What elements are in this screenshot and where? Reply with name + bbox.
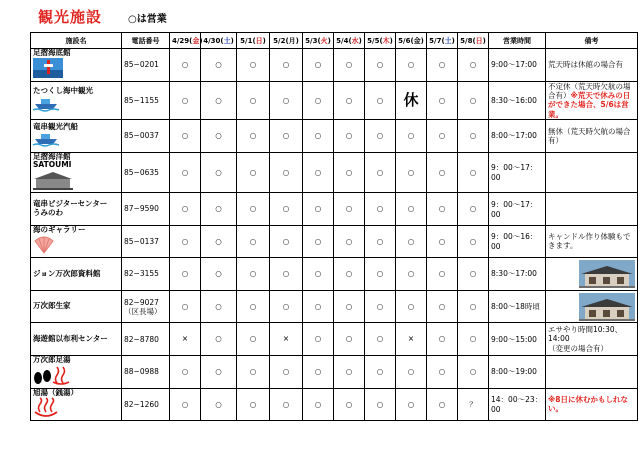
status-mark: ○ bbox=[237, 388, 270, 421]
status-mark: ○ bbox=[396, 258, 427, 291]
status-mark: ○ bbox=[237, 120, 270, 153]
status-mark: ○ bbox=[458, 290, 489, 323]
status-mark: ○ bbox=[303, 192, 334, 225]
facility-name-cell bbox=[31, 258, 122, 291]
facility-note-cell bbox=[546, 258, 638, 291]
status-mark: ○ bbox=[270, 355, 303, 388]
status-mark: ○ bbox=[365, 355, 396, 388]
facility-phone: 85−0137 bbox=[122, 225, 170, 258]
header-date: 5/5(木) bbox=[365, 33, 396, 49]
header-date: 5/7(土) bbox=[427, 33, 458, 49]
status-mark: ○ bbox=[170, 81, 201, 120]
status-mark: ○ bbox=[458, 192, 489, 225]
facility-row bbox=[31, 49, 638, 82]
status-mark: ○ bbox=[201, 192, 237, 225]
shell-icon bbox=[33, 235, 55, 255]
status-mark: ○ bbox=[303, 290, 334, 323]
status-mark: ○ bbox=[237, 192, 270, 225]
status-mark: ○ bbox=[458, 323, 489, 356]
status-mark: ○ bbox=[270, 81, 303, 120]
undersea-tower-icon bbox=[33, 58, 63, 78]
status-mark: ○ bbox=[170, 49, 201, 82]
status-mark: ○ bbox=[170, 152, 201, 192]
status-mark: ○ bbox=[270, 258, 303, 291]
status-mark: 休 bbox=[396, 81, 427, 120]
status-mark: ○ bbox=[458, 355, 489, 388]
facility-name-cell bbox=[31, 323, 122, 356]
status-mark: ○ bbox=[237, 290, 270, 323]
footbath-icon bbox=[33, 365, 71, 385]
facility-name: 足摺海洋館 SATOUMI bbox=[33, 151, 72, 170]
status-mark: ○ bbox=[303, 225, 334, 258]
aquarium-building-icon bbox=[33, 170, 73, 190]
facility-name-cell bbox=[31, 388, 122, 421]
status-mark: ○ bbox=[201, 49, 237, 82]
hot-spring-icon bbox=[33, 398, 59, 418]
status-mark: ○ bbox=[365, 290, 396, 323]
status-mark: ○ bbox=[270, 388, 303, 421]
status-mark: ○ bbox=[201, 225, 237, 258]
facility-note: キャンドル作り体験もできます。 bbox=[548, 231, 631, 251]
facility-row bbox=[31, 120, 638, 153]
facility-hours: 9:00〜17:00 bbox=[489, 49, 546, 82]
facility-note-cell bbox=[546, 120, 638, 153]
status-mark: ○ bbox=[334, 120, 365, 153]
status-mark: ○ bbox=[396, 120, 427, 153]
status-mark: ○ bbox=[303, 323, 334, 356]
facility-note-alert: ※8日に休むかもしれない。 bbox=[548, 394, 629, 414]
status-mark: ○ bbox=[170, 192, 201, 225]
facility-row bbox=[31, 225, 638, 258]
status-mark: ○ bbox=[237, 323, 270, 356]
status-mark: ○ bbox=[334, 192, 365, 225]
facility-note-cell bbox=[546, 323, 638, 356]
status-mark: ○ bbox=[427, 81, 458, 120]
status-mark: ○ bbox=[201, 388, 237, 421]
status-mark: ○ bbox=[334, 225, 365, 258]
status-mark: × bbox=[170, 323, 201, 356]
facility-hours: 8:30〜16:00 bbox=[489, 81, 546, 120]
facility-name: 旭湯（銭湯） bbox=[33, 387, 78, 397]
status-mark: ○ bbox=[237, 355, 270, 388]
status-mark: ○ bbox=[170, 225, 201, 258]
status-mark: ○ bbox=[201, 152, 237, 192]
facility-photo bbox=[579, 293, 635, 321]
status-mark: ○ bbox=[334, 258, 365, 291]
status-mark: ○ bbox=[396, 388, 427, 421]
facility-name: 万次郎生家 bbox=[33, 301, 71, 311]
facility-name: 竜串観光汽船 bbox=[33, 121, 78, 131]
status-mark: ○ bbox=[365, 225, 396, 258]
status-mark: ○ bbox=[334, 49, 365, 82]
facility-phone: 82−3155 bbox=[122, 258, 170, 291]
status-mark: ○ bbox=[303, 355, 334, 388]
status-mark: ○ bbox=[170, 120, 201, 153]
facility-note-cell bbox=[546, 152, 638, 192]
status-mark: ○ bbox=[458, 258, 489, 291]
header-phone: 電話番号 bbox=[122, 33, 170, 49]
facility-phone: 82−1260 bbox=[122, 388, 170, 421]
facility-row bbox=[31, 355, 638, 388]
status-mark: ○ bbox=[303, 81, 334, 120]
facility-note: 不定休（荒天時欠航の場合有） bbox=[548, 81, 631, 100]
facility-hours: 14：00〜23：00 bbox=[489, 388, 546, 421]
status-mark: ○ bbox=[427, 225, 458, 258]
header-hours: 営業時間 bbox=[489, 33, 546, 49]
status-mark: ○ bbox=[396, 152, 427, 192]
status-mark: ○ bbox=[170, 290, 201, 323]
facility-row bbox=[31, 81, 638, 120]
status-mark: ○ bbox=[427, 120, 458, 153]
status-mark: × bbox=[270, 323, 303, 356]
facility-name: たつくし海中観光 bbox=[33, 86, 93, 96]
status-mark: ○ bbox=[458, 152, 489, 192]
status-mark: ○ bbox=[334, 290, 365, 323]
status-mark: ○ bbox=[270, 290, 303, 323]
facility-hours: 9：00〜17：00 bbox=[489, 192, 546, 225]
status-mark: ○ bbox=[365, 49, 396, 82]
facility-hours: 8:00〜19:00 bbox=[489, 355, 546, 388]
status-mark: × bbox=[396, 323, 427, 356]
status-mark: ○ bbox=[201, 81, 237, 120]
facility-note-cell bbox=[546, 192, 638, 225]
facility-hours: 9：00〜16：00 bbox=[489, 225, 546, 258]
header-facility: 施設名 bbox=[31, 33, 122, 49]
header-date: 5/2(月) bbox=[270, 33, 303, 49]
page-title: 観光施設 bbox=[38, 8, 103, 26]
header-date: 5/1(日) bbox=[237, 33, 270, 49]
facility-phone: 88−0988 bbox=[122, 355, 170, 388]
facility-phone: 87−9590 bbox=[122, 192, 170, 225]
facility-name: 海遊館以布利センター bbox=[33, 333, 108, 343]
status-mark: ○ bbox=[334, 388, 365, 421]
facility-note-cell bbox=[546, 81, 638, 120]
facility-hours: 9:00〜15:00 bbox=[489, 323, 546, 356]
status-mark: ○ bbox=[365, 152, 396, 192]
facility-note-cell bbox=[546, 388, 638, 421]
status-mark: ○ bbox=[170, 258, 201, 291]
status-mark: ○ bbox=[334, 81, 365, 120]
legend-note: ○は営業 bbox=[128, 14, 167, 25]
status-mark: ○ bbox=[237, 225, 270, 258]
status-mark: ○ bbox=[237, 258, 270, 291]
facility-note-cell bbox=[546, 290, 638, 323]
status-mark: ○ bbox=[237, 81, 270, 120]
header-notes: 備考 bbox=[546, 33, 638, 49]
status-mark: ○ bbox=[396, 49, 427, 82]
facility-row bbox=[31, 290, 638, 323]
facility-name-cell bbox=[31, 49, 122, 82]
status-mark: ○ bbox=[396, 225, 427, 258]
facility-hours: 8:00〜17:00 bbox=[489, 120, 546, 153]
status-mark: ○ bbox=[270, 225, 303, 258]
status-mark: ○ bbox=[365, 81, 396, 120]
status-mark: ○ bbox=[365, 192, 396, 225]
boat-icon bbox=[33, 96, 59, 112]
status-mark: ○ bbox=[458, 49, 489, 82]
status-mark: ○ bbox=[201, 355, 237, 388]
status-mark: ○ bbox=[237, 49, 270, 82]
status-mark: ○ bbox=[303, 258, 334, 291]
status-mark: ○ bbox=[303, 388, 334, 421]
status-mark: ○ bbox=[201, 120, 237, 153]
status-mark: ○ bbox=[270, 120, 303, 153]
facility-phone: 85−0635 bbox=[122, 152, 170, 192]
status-mark: ○ bbox=[270, 49, 303, 82]
facility-name-cell bbox=[31, 152, 122, 192]
status-mark: ○ bbox=[334, 355, 365, 388]
facility-row bbox=[31, 388, 638, 421]
status-mark: ○ bbox=[365, 388, 396, 421]
facility-phone: 85−0037 bbox=[122, 120, 170, 153]
status-mark: ○ bbox=[427, 290, 458, 323]
status-mark: ○ bbox=[303, 49, 334, 82]
facility-name: 足摺海底館 bbox=[33, 48, 71, 58]
facility-name: ジョン万次郎資料館 bbox=[33, 268, 101, 278]
boat-icon bbox=[33, 131, 59, 147]
status-mark: ○ bbox=[201, 258, 237, 291]
status-mark: ○ bbox=[201, 323, 237, 356]
status-mark: ○ bbox=[201, 290, 237, 323]
header-date: 4/29(金) bbox=[170, 33, 201, 49]
status-mark: ○ bbox=[170, 388, 201, 421]
header-date: 5/8(日) bbox=[458, 33, 489, 49]
facility-name: 海のギャラリー bbox=[33, 225, 86, 235]
status-mark: ○ bbox=[237, 152, 270, 192]
status-mark: ○ bbox=[270, 152, 303, 192]
status-mark: ？ bbox=[458, 388, 489, 421]
status-mark: ○ bbox=[365, 323, 396, 356]
status-mark: ○ bbox=[458, 225, 489, 258]
facility-note-cell bbox=[546, 225, 638, 258]
facility-note-cell bbox=[546, 355, 638, 388]
facility-schedule-table bbox=[30, 32, 638, 421]
status-mark: ○ bbox=[427, 258, 458, 291]
facility-hours: 9：00〜17：00 bbox=[489, 152, 546, 192]
facility-note-alert: ※荒天で休みの日ができた場合、5/6は営業。 bbox=[548, 90, 631, 119]
facility-hours: 8:00〜18時頃 bbox=[489, 290, 546, 323]
status-mark: ○ bbox=[170, 355, 201, 388]
status-mark: ○ bbox=[427, 323, 458, 356]
facility-name-cell bbox=[31, 120, 122, 153]
status-mark: ○ bbox=[458, 120, 489, 153]
facility-phone: 85−0201 bbox=[122, 49, 170, 82]
header-date: 5/3(火) bbox=[303, 33, 334, 49]
facility-name-cell bbox=[31, 290, 122, 323]
header-date: 4/30(土) bbox=[201, 33, 237, 49]
status-mark: ○ bbox=[365, 258, 396, 291]
status-mark: ○ bbox=[365, 120, 396, 153]
status-mark: ○ bbox=[396, 290, 427, 323]
status-mark: ○ bbox=[334, 323, 365, 356]
facility-note: 無休（荒天時欠航の場合有） bbox=[548, 126, 631, 145]
facility-photo bbox=[579, 260, 635, 288]
facility-hours: 8:30〜17:00 bbox=[489, 258, 546, 291]
facility-name: 万次郎足湯 bbox=[33, 355, 71, 365]
facility-name-cell bbox=[31, 192, 122, 225]
status-mark: ○ bbox=[427, 355, 458, 388]
facility-note: エサやり時間10:30、14:00 （変更の場合有） bbox=[548, 325, 623, 353]
header-row bbox=[31, 33, 638, 49]
status-mark: ○ bbox=[396, 355, 427, 388]
facility-phone: 82−9027 （区長場） bbox=[122, 290, 170, 323]
facility-row bbox=[31, 152, 638, 192]
facility-phone: 82−8780 bbox=[122, 323, 170, 356]
facility-name: 竜串ビジターセンター うみのわ bbox=[33, 199, 108, 217]
status-mark: ○ bbox=[427, 388, 458, 421]
facility-row bbox=[31, 192, 638, 225]
header-date: 5/6(金) bbox=[396, 33, 427, 49]
facility-row bbox=[31, 258, 638, 291]
facility-note-cell bbox=[546, 49, 638, 82]
facility-name-cell bbox=[31, 225, 122, 258]
status-mark: ○ bbox=[458, 81, 489, 120]
status-mark: ○ bbox=[427, 49, 458, 82]
facility-row bbox=[31, 323, 638, 356]
facility-note: 荒天時は休館の場合有 bbox=[548, 60, 623, 70]
facility-name-cell bbox=[31, 81, 122, 120]
facility-name-cell bbox=[31, 355, 122, 388]
status-mark: ○ bbox=[303, 120, 334, 153]
status-mark: ○ bbox=[396, 192, 427, 225]
status-mark: ○ bbox=[427, 152, 458, 192]
status-mark: ○ bbox=[334, 152, 365, 192]
status-mark: ○ bbox=[303, 152, 334, 192]
header-date: 5/4(水) bbox=[334, 33, 365, 49]
status-mark: ○ bbox=[427, 192, 458, 225]
facility-phone: 85−1155 bbox=[122, 81, 170, 120]
status-mark: ○ bbox=[270, 192, 303, 225]
